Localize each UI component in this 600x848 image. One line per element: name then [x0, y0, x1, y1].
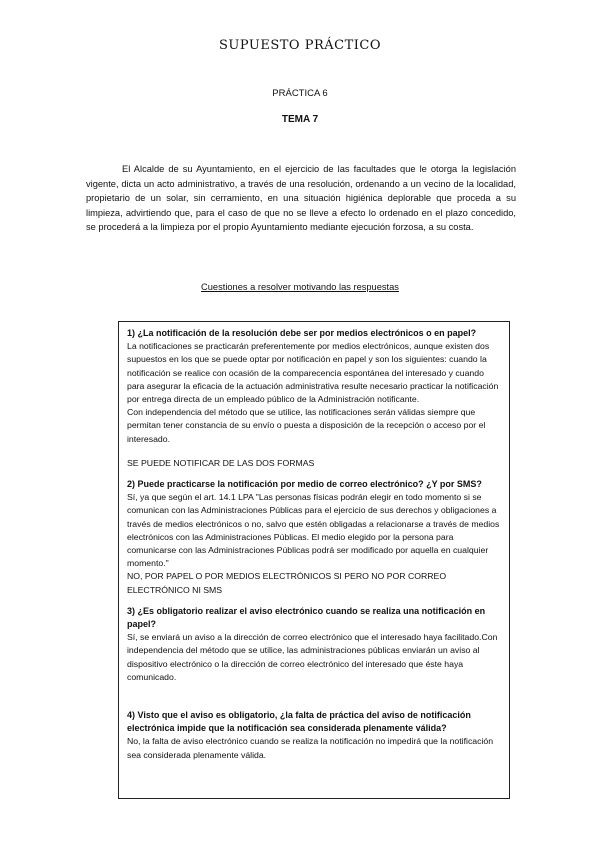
topic-number: TEMA 7 — [281, 114, 319, 125]
question-3: 3) ¿Es obligatorio realizar el aviso electrónico cuando se realiza una notificación en papel? — [127, 605, 486, 630]
answer-3: Sí, se enviará un aviso a la dirección de correo electrónico que el interesado haya facilitado.Con independencia del método que se utilice, las administraciones públicas enviarán un aviso al dispositivo electrónico o la dirección de correo electrónico del interesado que éste haya comunicado. — [127, 632, 498, 682]
answer-2-conclusion: NO, POR PAPEL O POR MEDIOS ELECTRÓNICOS SI PERO NO POR CORREO ELECTRÓNICO NI SMS — [127, 571, 447, 595]
question-2: 2) Puede practicarse la notificación por medio de correo electrónico? ¿Y por SMS? — [127, 479, 482, 490]
question-4: 4) Visto que el aviso es obligatorio, ¿la falta de práctica del aviso de notificación electrónica impide que la notificación sea considerada plenamente válida? — [127, 710, 471, 734]
case-statement: El Alcalde de su Ayuntamiento, en el ejercicio de las facultades que le otorga la legislación vigente, dicta un acto administrativo, a través de una resolución, ordenando a un vecino de la localidad, propietario de un solar, sin cerramiento, en una situación higiénica deplorable que proceda a su limpieza, advirtiendo que, para el caso de que no se lleve a efecto lo ordenado en el plazo concedido, se procederá a la limpieza por el propio Ayuntamiento mediante ejecución forzosa, a su costa. — [86, 164, 516, 232]
answer-1-conclusion: SE PUEDE NOTIFICAR DE LAS DOS FORMAS — [127, 457, 315, 468]
section-heading: Cuestiones a resolver motivando las respuestas — [201, 282, 399, 292]
practice-number: PRÁCTICA 6 — [272, 88, 328, 99]
answer-1-part-2: Con independencia del método que se utilice, las notificaciones serán válidas siempre que permitan tener constancia de su envío o puesta a disposición de la recepción o acceso por el interesado. — [127, 407, 486, 444]
question-1: 1) ¿La notificación de la resolución debe ser por medios electrónicos o en papel? — [127, 328, 477, 338]
questions-box — [118, 321, 510, 799]
answer-4: No, la falta de aviso electrónico cuando se realiza la notificación no impedirá que la notificación sea considerada plenamente válida. — [127, 736, 494, 760]
answer-2: Sí, ya que según el art. 14.1 LPA "Las personas físicas podrán elegir en todo momento si se comunican con las Administraciones Públicas para el ejercicio de sus derechos y obligaciones a través de medios electrónicos o no, salvo que estén obligadas a relacionarse a través de medios electrónicos con las Administraciones Públicas. El medio elegido por la persona para comunicarse con las Administraciones Públicas podrá ser modificado por aquella en cualquier momento." — [127, 492, 500, 569]
answer-1-part-1: La notificaciones se practicarán preferentemente por medios electrónicos, aunque existen dos supuestos en los que se puede optar por notificación en papel y son los siguientes: cuando la notificación se realice con ocasión de la comparecencia espontánea del interesado y cuando para asegurar la eficacia de la actuación administrativa resulte necesario practicar la notificación por entrega directa de un empleado público de la Administración notificante. — [127, 341, 499, 405]
document-title: SUPUESTO PRÁCTICO — [219, 38, 381, 53]
